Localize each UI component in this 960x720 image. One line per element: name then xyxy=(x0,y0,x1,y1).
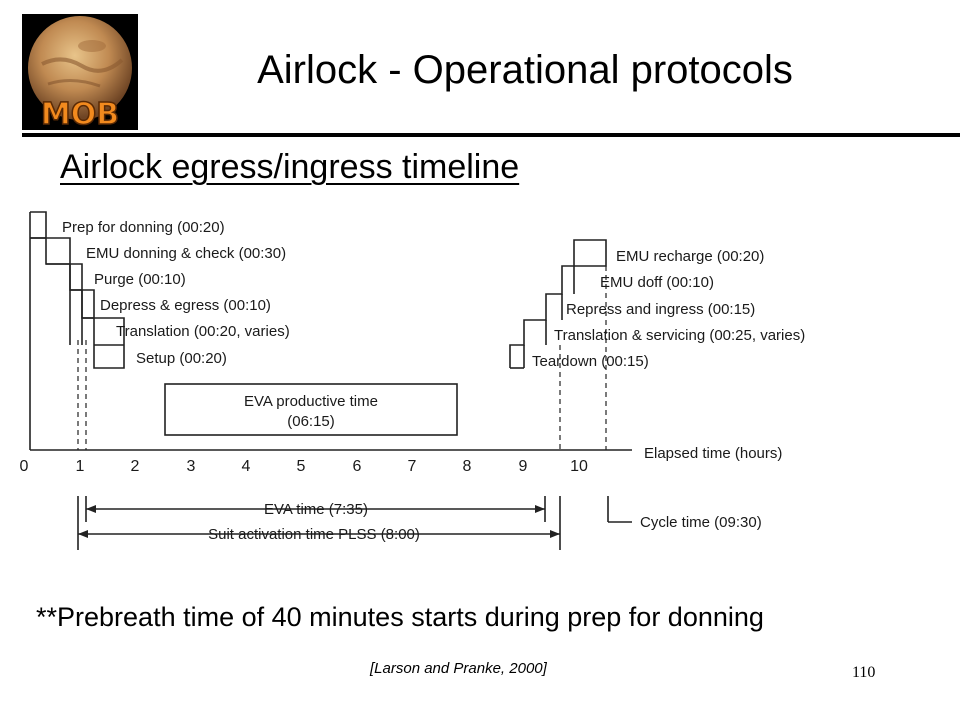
tick-label: 8 xyxy=(462,458,472,475)
egress-step-label: Purge (00:10) xyxy=(94,271,186,288)
egress-ingress-timeline xyxy=(0,200,960,560)
tick-label: 10 xyxy=(570,458,588,475)
cycle-time-label: Cycle time (09:30) xyxy=(640,514,762,531)
tick-label: 0 xyxy=(19,458,29,475)
prebreath-note: **Prebreath time of 40 minutes starts during prep for donning xyxy=(36,602,764,632)
ingress-step-label: EMU recharge (00:20) xyxy=(616,248,765,265)
mob-logo xyxy=(22,14,138,130)
logo-lettering: MOB xyxy=(40,97,120,130)
ingress-step-label: Translation & servicing (00:25, varies) xyxy=(554,327,806,344)
tick-label: 2 xyxy=(130,458,140,475)
egress-step-label: Prep for donning (00:20) xyxy=(62,219,225,236)
tick-label: 9 xyxy=(518,458,528,475)
arrow-head xyxy=(78,530,88,538)
arrow-head xyxy=(535,505,545,513)
eva-time-label: EVA time (7:35) xyxy=(264,501,368,518)
page-number: 110 xyxy=(852,664,876,681)
title-divider xyxy=(22,133,960,137)
page-title: Airlock - Operational protocols xyxy=(257,48,793,92)
ingress-step-label: Repress and ingress (00:15) xyxy=(566,301,756,318)
ingress-step-label: EMU doff (00:10) xyxy=(600,274,714,291)
egress-step-label: Translation (00:20, varies) xyxy=(116,323,290,340)
tick-label: 3 xyxy=(186,458,196,475)
tick-label: 5 xyxy=(296,458,306,475)
tick-label: 6 xyxy=(352,458,362,475)
tick-label: 7 xyxy=(407,458,417,475)
citation: [Larson and Pranke, 2000] xyxy=(370,660,547,677)
tick-label: 4 xyxy=(241,458,251,475)
arrow-head xyxy=(86,505,96,513)
tick-label: 1 xyxy=(75,458,85,475)
suit-activation-label: Suit activation time PLSS (8:00) xyxy=(208,526,420,543)
axis-label: Elapsed time (hours) xyxy=(644,445,783,462)
ingress-step-label: Teardown (00:15) xyxy=(532,353,649,370)
egress-step-label: Depress & egress (00:10) xyxy=(100,297,271,314)
productive-time-value: (06:15) xyxy=(287,413,335,430)
arrow-head xyxy=(550,530,560,538)
productive-time-label: EVA productive time xyxy=(244,393,378,410)
section-subtitle: Airlock egress/ingress timeline xyxy=(60,148,520,186)
egress-step-label: EMU donning & check (00:30) xyxy=(86,245,287,262)
egress-step-label: Setup (00:20) xyxy=(136,350,227,367)
